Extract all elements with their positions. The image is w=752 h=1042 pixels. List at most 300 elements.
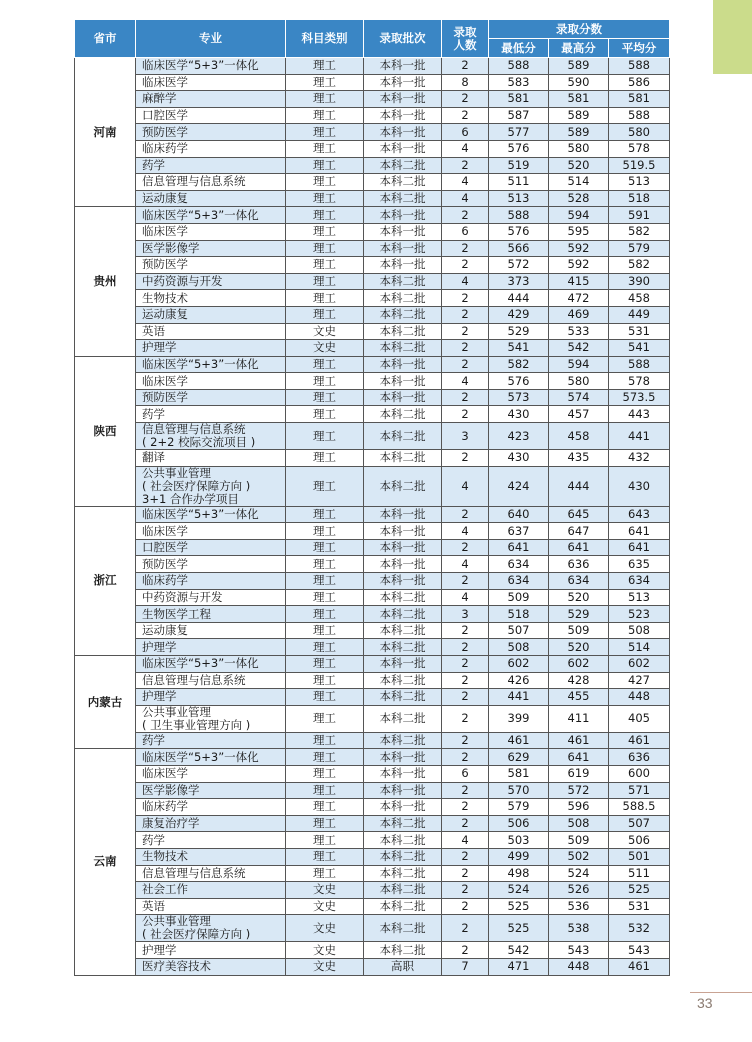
count-cell: 2 <box>442 732 489 749</box>
avg-score-cell: 531 <box>609 323 670 340</box>
category-cell: 理工 <box>286 58 364 75</box>
count-cell: 6 <box>442 765 489 782</box>
batch-cell: 本科一批 <box>364 356 442 373</box>
table-row <box>75 290 670 307</box>
batch-cell: 本科一批 <box>364 373 442 390</box>
min-score-cell: 634 <box>489 556 549 573</box>
table-row <box>75 406 670 423</box>
category-cell: 理工 <box>286 450 364 467</box>
major-cell <box>136 306 286 323</box>
max-score-cell: 536 <box>549 898 609 915</box>
avg-score-cell: 532 <box>609 915 670 942</box>
count-cell: 2 <box>442 290 489 307</box>
count-cell: 3 <box>442 606 489 623</box>
table-row <box>75 273 670 290</box>
avg-score-cell: 573.5 <box>609 389 670 406</box>
category-cell: 理工 <box>286 815 364 832</box>
major-line: 临床医学 <box>142 74 188 89</box>
major-line: 麻醉学 <box>142 91 177 106</box>
major-line: ( 2+2 校际交流项目 ) <box>142 435 256 450</box>
avg-score-cell: 508 <box>609 622 670 639</box>
major-line: 康复治疗学 <box>142 816 200 831</box>
major-line: 医学影像学 <box>142 782 200 797</box>
table-row <box>75 732 670 749</box>
category-cell: 理工 <box>286 290 364 307</box>
max-score-cell: 457 <box>549 406 609 423</box>
batch-cell: 本科二批 <box>364 290 442 307</box>
count-cell: 2 <box>442 915 489 942</box>
batch-cell: 本科二批 <box>364 848 442 865</box>
table-body <box>75 58 670 976</box>
province-cell: 内蒙古 <box>75 656 136 749</box>
header-batch: 录取批次 <box>364 20 442 58</box>
table-row <box>75 556 670 573</box>
max-score-cell: 572 <box>549 782 609 799</box>
min-score-cell: 424 <box>489 466 549 506</box>
category-cell: 理工 <box>286 639 364 656</box>
category-cell: 理工 <box>286 140 364 157</box>
major-line: ( 卫生事业管理方向 ) <box>142 717 251 732</box>
major-cell <box>136 958 286 975</box>
category-cell: 理工 <box>286 672 364 689</box>
max-score-cell: 596 <box>549 799 609 816</box>
batch-cell: 本科一批 <box>364 782 442 799</box>
major-cell <box>136 389 286 406</box>
count-cell: 3 <box>442 423 489 450</box>
min-score-cell: 634 <box>489 573 549 590</box>
major-line: 英语 <box>142 323 165 338</box>
batch-cell: 本科二批 <box>364 942 442 959</box>
table-row <box>75 506 670 523</box>
admission-scores-table <box>74 19 670 976</box>
max-score-cell: 542 <box>549 340 609 357</box>
avg-score-cell: 449 <box>609 306 670 323</box>
table-row <box>75 523 670 540</box>
count-cell: 2 <box>442 815 489 832</box>
header-province: 省市 <box>75 20 136 58</box>
min-score-cell: 498 <box>489 865 549 882</box>
max-score-cell: 645 <box>549 506 609 523</box>
min-score-cell: 629 <box>489 749 549 766</box>
major-cell <box>136 732 286 749</box>
category-cell: 理工 <box>286 240 364 257</box>
table-row <box>75 815 670 832</box>
max-score-cell: 428 <box>549 672 609 689</box>
batch-cell: 本科一批 <box>364 140 442 157</box>
major-line: 生物技术 <box>142 290 188 305</box>
table-row <box>75 958 670 975</box>
table-row <box>75 915 670 942</box>
category-cell: 理工 <box>286 732 364 749</box>
max-score-cell: 619 <box>549 765 609 782</box>
major-cell <box>136 606 286 623</box>
major-line: 英语 <box>142 899 165 914</box>
category-cell: 文史 <box>286 340 364 357</box>
max-score-cell: 595 <box>549 223 609 240</box>
category-cell: 文史 <box>286 915 364 942</box>
table-row <box>75 689 670 706</box>
major-line: 翻译 <box>142 450 165 465</box>
table-row <box>75 306 670 323</box>
batch-cell: 本科二批 <box>364 689 442 706</box>
count-cell: 2 <box>442 306 489 323</box>
avg-score-cell: 591 <box>609 207 670 224</box>
major-line: 信息管理与信息系统 <box>142 422 246 437</box>
category-cell: 理工 <box>286 190 364 207</box>
count-cell: 2 <box>442 506 489 523</box>
avg-score-cell: 390 <box>609 273 670 290</box>
category-cell: 理工 <box>286 573 364 590</box>
table-row <box>75 539 670 556</box>
batch-cell: 本科二批 <box>364 340 442 357</box>
table-row <box>75 848 670 865</box>
max-score-cell: 514 <box>549 174 609 191</box>
count-cell: 2 <box>442 257 489 274</box>
category-cell: 文史 <box>286 942 364 959</box>
count-cell: 4 <box>442 273 489 290</box>
batch-cell: 本科一批 <box>364 74 442 91</box>
max-score-cell: 448 <box>549 958 609 975</box>
major-cell <box>136 356 286 373</box>
table-row <box>75 91 670 108</box>
batch-cell: 本科二批 <box>364 898 442 915</box>
min-score-cell: 503 <box>489 832 549 849</box>
min-score-cell: 444 <box>489 290 549 307</box>
max-score-cell: 520 <box>549 157 609 174</box>
max-score-cell: 461 <box>549 732 609 749</box>
table-row <box>75 749 670 766</box>
major-cell <box>136 782 286 799</box>
table-row <box>75 882 670 899</box>
max-score-cell: 589 <box>549 124 609 141</box>
count-cell: 2 <box>442 450 489 467</box>
table-row <box>75 107 670 124</box>
count-cell: 2 <box>442 656 489 673</box>
max-score-cell: 528 <box>549 190 609 207</box>
batch-cell: 本科一批 <box>364 257 442 274</box>
max-score-cell: 594 <box>549 356 609 373</box>
category-cell: 理工 <box>286 832 364 849</box>
batch-cell: 本科二批 <box>364 306 442 323</box>
min-score-cell: 576 <box>489 140 549 157</box>
avg-score-cell: 531 <box>609 898 670 915</box>
table-row <box>75 450 670 467</box>
min-score-cell: 525 <box>489 915 549 942</box>
count-cell: 2 <box>442 356 489 373</box>
avg-score-cell: 511 <box>609 865 670 882</box>
province-cell: 贵州 <box>75 207 136 356</box>
table-row <box>75 207 670 224</box>
avg-score-cell: 578 <box>609 140 670 157</box>
table-row <box>75 174 670 191</box>
major-line: 运动康复 <box>142 191 188 206</box>
major-line: 预防医学 <box>142 390 188 405</box>
max-score-cell: 458 <box>549 423 609 450</box>
category-cell: 理工 <box>286 356 364 373</box>
major-cell <box>136 672 286 689</box>
major-line: 信息管理与信息系统 <box>142 174 246 189</box>
major-line: 临床医学 <box>142 224 188 239</box>
count-cell: 2 <box>442 323 489 340</box>
max-score-cell: 581 <box>549 91 609 108</box>
major-line: 口腔医学 <box>142 108 188 123</box>
avg-score-cell: 443 <box>609 406 670 423</box>
count-cell: 8 <box>442 74 489 91</box>
min-score-cell: 506 <box>489 815 549 832</box>
count-cell: 2 <box>442 91 489 108</box>
min-score-cell: 588 <box>489 207 549 224</box>
major-line: 医学影像学 <box>142 240 200 255</box>
max-score-cell: 472 <box>549 290 609 307</box>
category-cell: 理工 <box>286 799 364 816</box>
max-score-cell: 634 <box>549 573 609 590</box>
table-row <box>75 622 670 639</box>
count-cell: 4 <box>442 373 489 390</box>
max-score-cell: 647 <box>549 523 609 540</box>
green-corner-tab <box>713 0 752 74</box>
major-line: 预防医学 <box>142 556 188 571</box>
count-cell: 4 <box>442 140 489 157</box>
min-score-cell: 529 <box>489 323 549 340</box>
major-cell <box>136 942 286 959</box>
header-category: 科目类别 <box>286 20 364 58</box>
batch-cell: 本科一批 <box>364 107 442 124</box>
header-max-score: 最高分 <box>549 39 609 58</box>
avg-score-cell: 634 <box>609 573 670 590</box>
major-line: 3+1 合作办学项目 <box>142 491 239 506</box>
batch-cell: 本科二批 <box>364 466 442 506</box>
count-cell: 2 <box>442 898 489 915</box>
avg-score-cell: 579 <box>609 240 670 257</box>
batch-cell: 本科一批 <box>364 656 442 673</box>
table-row <box>75 423 670 450</box>
count-cell: 4 <box>442 174 489 191</box>
avg-score-cell: 523 <box>609 606 670 623</box>
category-cell: 理工 <box>286 656 364 673</box>
major-cell <box>136 898 286 915</box>
avg-score-cell: 518 <box>609 190 670 207</box>
table-row <box>75 157 670 174</box>
major-line: 预防医学 <box>142 257 188 272</box>
major-line: 中药资源与开发 <box>142 274 223 289</box>
avg-score-cell: 405 <box>609 705 670 732</box>
batch-cell: 高职 <box>364 958 442 975</box>
max-score-cell: 574 <box>549 389 609 406</box>
avg-score-cell: 514 <box>609 639 670 656</box>
avg-score-cell: 586 <box>609 74 670 91</box>
batch-cell: 本科二批 <box>364 915 442 942</box>
batch-cell: 本科一批 <box>364 556 442 573</box>
count-cell: 6 <box>442 124 489 141</box>
header-count <box>442 20 489 58</box>
avg-score-cell: 525 <box>609 882 670 899</box>
count-cell: 2 <box>442 799 489 816</box>
major-line: 临床医学“5+3”一体化 <box>142 656 259 671</box>
major-line: 公共事业管理 <box>142 914 211 929</box>
major-cell <box>136 174 286 191</box>
page-number: 33 <box>697 995 713 1011</box>
max-score-cell: 589 <box>549 58 609 75</box>
major-line: 公共事业管理 <box>142 704 211 719</box>
count-cell: 2 <box>442 622 489 639</box>
min-score-cell: 542 <box>489 942 549 959</box>
min-score-cell: 519 <box>489 157 549 174</box>
batch-cell: 本科一批 <box>364 573 442 590</box>
avg-score-cell: 582 <box>609 223 670 240</box>
batch-cell: 本科二批 <box>364 190 442 207</box>
major-cell <box>136 705 286 732</box>
province-cell: 陕西 <box>75 356 136 506</box>
min-score-cell: 576 <box>489 373 549 390</box>
count-cell: 4 <box>442 832 489 849</box>
major-cell <box>136 91 286 108</box>
min-score-cell: 582 <box>489 356 549 373</box>
max-score-cell: 411 <box>549 705 609 732</box>
major-cell <box>136 799 286 816</box>
max-score-cell: 636 <box>549 556 609 573</box>
major-line: 预防医学 <box>142 124 188 139</box>
table-row <box>75 865 670 882</box>
major-line: 生物技术 <box>142 849 188 864</box>
major-cell <box>136 556 286 573</box>
min-score-cell: 513 <box>489 190 549 207</box>
table-row <box>75 672 670 689</box>
min-score-cell: 587 <box>489 107 549 124</box>
batch-cell: 本科一批 <box>364 223 442 240</box>
batch-cell: 本科二批 <box>364 882 442 899</box>
avg-score-cell: 501 <box>609 848 670 865</box>
major-line: 药学 <box>142 406 165 421</box>
batch-cell: 本科二批 <box>364 174 442 191</box>
avg-score-cell: 506 <box>609 832 670 849</box>
max-score-cell: 538 <box>549 915 609 942</box>
count-cell: 7 <box>442 958 489 975</box>
max-score-cell: 524 <box>549 865 609 882</box>
category-cell: 理工 <box>286 523 364 540</box>
table-row <box>75 832 670 849</box>
max-score-cell: 520 <box>549 589 609 606</box>
major-cell <box>136 257 286 274</box>
max-score-cell: 580 <box>549 140 609 157</box>
count-cell: 2 <box>442 157 489 174</box>
major-cell <box>136 639 286 656</box>
min-score-cell: 573 <box>489 389 549 406</box>
header-min-score: 最低分 <box>489 39 549 58</box>
major-cell <box>136 406 286 423</box>
max-score-cell: 592 <box>549 257 609 274</box>
table-row <box>75 573 670 590</box>
min-score-cell: 570 <box>489 782 549 799</box>
major-cell <box>136 140 286 157</box>
count-cell: 2 <box>442 942 489 959</box>
major-line: 临床医学“5+3”一体化 <box>142 506 259 521</box>
table-row <box>75 898 670 915</box>
major-line: 临床医学“5+3”一体化 <box>142 749 259 764</box>
table-row <box>75 373 670 390</box>
header-scores: 录取分数 <box>489 20 670 39</box>
min-score-cell: 471 <box>489 958 549 975</box>
min-score-cell: 441 <box>489 689 549 706</box>
table-row <box>75 765 670 782</box>
avg-score-cell: 635 <box>609 556 670 573</box>
major-cell <box>136 373 286 390</box>
category-cell: 理工 <box>286 705 364 732</box>
batch-cell: 本科一批 <box>364 506 442 523</box>
category-cell: 理工 <box>286 589 364 606</box>
category-cell: 理工 <box>286 107 364 124</box>
table-row <box>75 389 670 406</box>
major-line: 护理学 <box>142 340 177 355</box>
min-score-cell: 511 <box>489 174 549 191</box>
major-line: 临床医学“5+3”一体化 <box>142 58 259 73</box>
avg-score-cell: 513 <box>609 174 670 191</box>
count-cell: 2 <box>442 240 489 257</box>
count-cell: 2 <box>442 207 489 224</box>
avg-score-cell: 432 <box>609 450 670 467</box>
major-cell <box>136 124 286 141</box>
major-line: 药学 <box>142 157 165 172</box>
min-score-cell: 541 <box>489 340 549 357</box>
batch-cell: 本科二批 <box>364 832 442 849</box>
min-score-cell: 577 <box>489 124 549 141</box>
table-row <box>75 240 670 257</box>
count-cell: 2 <box>442 539 489 556</box>
batch-cell: 本科一批 <box>364 765 442 782</box>
min-score-cell: 583 <box>489 74 549 91</box>
min-score-cell: 525 <box>489 898 549 915</box>
avg-score-cell: 543 <box>609 942 670 959</box>
avg-score-cell: 507 <box>609 815 670 832</box>
batch-cell: 本科二批 <box>364 157 442 174</box>
min-score-cell: 399 <box>489 705 549 732</box>
max-score-cell: 509 <box>549 832 609 849</box>
header-major: 专业 <box>136 20 286 58</box>
header-count-line2: 人数 <box>453 37 477 52</box>
max-score-cell: 589 <box>549 107 609 124</box>
avg-score-cell: 513 <box>609 589 670 606</box>
max-score-cell: 592 <box>549 240 609 257</box>
category-cell: 文史 <box>286 898 364 915</box>
avg-score-cell: 600 <box>609 765 670 782</box>
category-cell: 理工 <box>286 306 364 323</box>
min-score-cell: 507 <box>489 622 549 639</box>
max-score-cell: 526 <box>549 882 609 899</box>
major-cell <box>136 58 286 75</box>
count-cell: 2 <box>442 865 489 882</box>
min-score-cell: 423 <box>489 423 549 450</box>
count-cell: 4 <box>442 556 489 573</box>
min-score-cell: 499 <box>489 848 549 865</box>
batch-cell: 本科二批 <box>364 406 442 423</box>
count-cell: 2 <box>442 340 489 357</box>
avg-score-cell: 582 <box>609 257 670 274</box>
table-row <box>75 140 670 157</box>
count-cell: 2 <box>442 573 489 590</box>
major-line: 生物医学工程 <box>142 606 211 621</box>
category-cell: 理工 <box>286 466 364 506</box>
major-line: 临床医学“5+3”一体化 <box>142 207 259 222</box>
batch-cell: 本科二批 <box>364 732 442 749</box>
min-score-cell: 576 <box>489 223 549 240</box>
category-cell: 理工 <box>286 74 364 91</box>
category-cell: 理工 <box>286 207 364 224</box>
major-line: 临床医学 <box>142 373 188 388</box>
table-row <box>75 340 670 357</box>
avg-score-cell: 578 <box>609 373 670 390</box>
category-cell: 理工 <box>286 689 364 706</box>
min-score-cell: 566 <box>489 240 549 257</box>
major-cell <box>136 915 286 942</box>
